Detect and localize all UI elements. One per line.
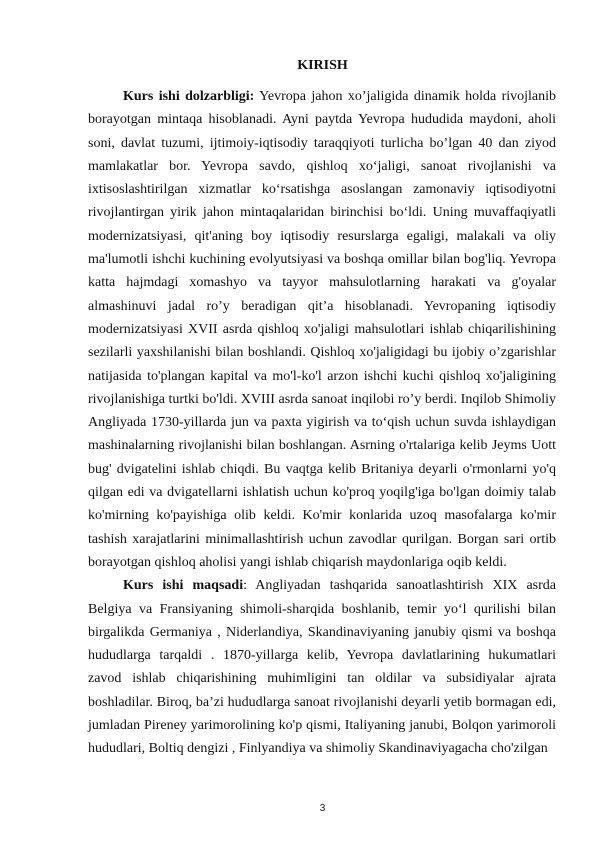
paragraph-text: Yevropa jahon xo’jaligida dinamik holda rivojlanib borayotgan mintaqa hisoblanadi. Ayni paytda Yevropa hududida maydoni, aholi soni, davlat tuzumi, ijtimoiy-iqtisodiy taraqqiyoti turlicha bo’lgan 40 dan ziyod mamlakatlar bor. Yevropa savdo, qishloq xo‘jaligi, sanoat rivojlanishi va ixtisoslashtirilgan xizmatlar ko‘rsatishga asoslangan zamonaviy iqtisodiyotni rivojlantirgan yirik jahon mintaqalaridan birinchisi bo‘ldi. Uning muvaffaqiyatli modernizatsiyasi, qit'aning boy iqtisodiy resurslarga egaligi, malakali va oliy ma'lumotli ishchi kuchining evolyutsiyasi va boshqa omillar bilan bog'liq. Yevropa katta hajmdagi xomashyo va tayyor mahsulotlarning harakati va g'oyalar almashinuvi jadal ro’y beradigan qit’a hisoblanadi. Yevropaning iqtisodiy modernizatsiyasi XVII asrda qishloq xo'jaligi mahsulotlari ishlab chiqarilishining sezilarli yaxshilanishi bilan boshlandi. Qishloq xo'jaligidagi bu ijobiy o’zgarishlar natijasida to'plangan kapital va mo'l-ko'l arzon ishchi kuchi qishloq xo'jaligining rivojlanishiga turtki bo'ldi. XVIII asrda sanoat inqilobi ro’y berdi. Inqilob Shimoliy Angliyada 1730-yillarda jun va paxta yigirish va to‘qish uchun suvda ishlaydigan mashinalarning rivojlanishi bilan boshlangan. Asrning o'rtalariga kelib Jeyms Uott bug' dvigatelini ishlab chiqdi. Bu vaqtga kelib Britaniya deyarli o'rmonlarni yo'q qilgan edi va dvigatellarni ishlatish uchun ko'proq yoqilg'iga bo'lgan doimiy talab ko'mirning ko'payishiga olib keldi. Ko'mir konlarida uzoq masofalarga ko'mir tashish xarajatlarini minimallashtirish uchun zavodlar qurilgan. Borgan sari ortib borayotgan qishloq aholisi yangi ishlab chiqarish maydonlariga oqib keldi.	[88, 89, 557, 570]
paragraph-lead: Kurs ishi maqsadi	[123, 578, 244, 594]
paragraph-text: : Angliyadan tashqarida sanoatlashtirish XIX asrda Belgiya va Fransiyaning shimoli-sharqida boshlanib, temir yo‘l qurilishi bilan birgalikda Germaniya , Niderlandiya, Skandinaviyaning janubiy qismi va boshqa hududlarga tarqaldi . 1870-yillarga kelib, Yevropa davlatlarining hukumatlari zavod ishlab chiqarishining muhimligini tan oldilar va subsidiyalar ajrata boshladilar. Biroq, ba’zi hududlarga sanoat rivojlanishi deyarli yetib bormagan edi, jumladan Pireney yarimorolining ko'p qismi, Italiyaning janubi, Bolqon yarimoroli hududlari, Boltiq dengizi , Finlyandiya va shimoliy Skandinaviyagacha cho'zilgan	[88, 578, 556, 757]
body-text	[88, 85, 556, 761]
paragraph-relevance	[88, 85, 556, 574]
paragraph-lead: Kurs ishi dolzarbligi:	[123, 89, 255, 104]
page-number: 3	[319, 803, 326, 814]
page-title: KIRISH	[297, 58, 348, 73]
paragraph-goal	[88, 574, 556, 760]
